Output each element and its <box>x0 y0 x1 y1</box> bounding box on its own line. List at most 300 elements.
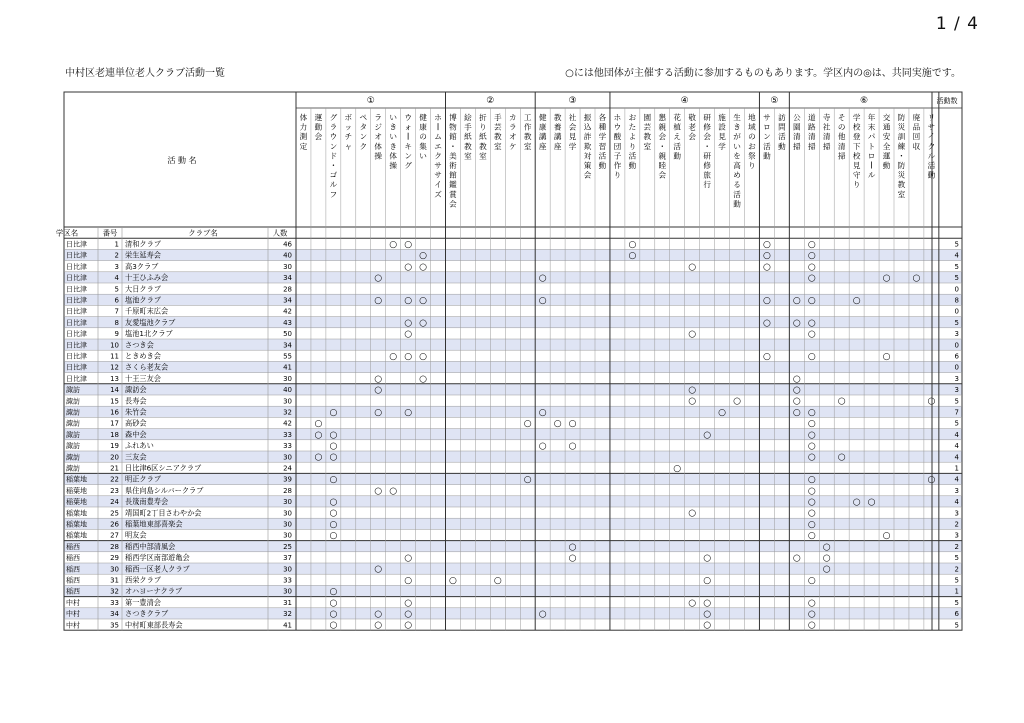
table-row <box>66 419 959 429</box>
activity-header <box>374 113 382 160</box>
members-cell: 30 <box>283 509 292 518</box>
svg-text:手: 手 <box>464 122 472 132</box>
activity-mark: ○ <box>404 239 413 250</box>
club-cell: オハヨーナクラブ <box>125 586 183 596</box>
svg-text:活: 活 <box>927 161 936 170</box>
club-cell: 明友会 <box>125 530 147 540</box>
svg-text:・: ・ <box>449 141 457 151</box>
svg-text:き: き <box>733 122 741 132</box>
svg-text:回: 回 <box>912 132 921 142</box>
members-cell: 43 <box>283 318 292 327</box>
club-cell: ときめき会 <box>125 351 161 361</box>
svg-text:学: 学 <box>568 141 577 151</box>
activity-mark: ○ <box>762 262 771 273</box>
svg-text:詐: 詐 <box>583 132 592 142</box>
activity-mark: ○ <box>807 486 816 497</box>
activity-mark: ○ <box>688 262 697 273</box>
total-cell: 5 <box>954 318 959 327</box>
svg-text:研: 研 <box>703 113 711 122</box>
activity-header <box>479 112 487 160</box>
club-cell: 稲西中部清風会 <box>125 541 176 551</box>
club-cell: 長筬南豊寿会 <box>125 497 169 507</box>
activity-mark: ○ <box>762 251 771 262</box>
svg-text:イ: イ <box>434 180 442 190</box>
svg-text:室: 室 <box>494 141 502 151</box>
table-row <box>66 240 959 250</box>
total-cell: 5 <box>954 598 959 607</box>
svg-text:チ: チ <box>344 132 353 142</box>
svg-text:る: る <box>733 180 741 190</box>
svg-text:ペ: ペ <box>359 113 368 122</box>
svg-text:清: 清 <box>807 132 816 142</box>
svg-text:の: の <box>748 132 756 142</box>
district-cell: 日比津 <box>66 262 87 271</box>
activity-mark: ○ <box>807 407 816 418</box>
group-label: ③ <box>568 96 577 106</box>
svg-text:オ: オ <box>374 132 383 142</box>
svg-text:災: 災 <box>897 122 906 132</box>
svg-text:き: き <box>389 141 397 151</box>
district-cell: 稲葉地 <box>66 509 87 518</box>
svg-text:講: 講 <box>553 132 562 142</box>
svg-text:ン: ン <box>329 141 338 151</box>
svg-text:交: 交 <box>882 113 891 122</box>
svg-text:イ: イ <box>927 132 936 142</box>
district-cell: 日比津 <box>66 363 87 372</box>
club-cell: 諏訪会 <box>125 385 147 395</box>
activity-mark: ○ <box>404 318 413 329</box>
svg-text:ン: ン <box>404 151 412 161</box>
members-cell: 28 <box>283 285 292 294</box>
activity-header <box>584 112 592 180</box>
activity-header <box>823 112 831 151</box>
svg-text:登: 登 <box>852 132 861 142</box>
svg-text:ル: ル <box>329 180 338 190</box>
total-cell: 3 <box>954 531 959 540</box>
svg-text:花: 花 <box>673 113 682 122</box>
svg-text:教: 教 <box>523 132 532 142</box>
activity-header <box>703 113 711 189</box>
activity-mark: ○ <box>404 295 413 306</box>
activity-header <box>449 112 457 208</box>
svg-text:ロ: ロ <box>867 151 876 161</box>
activity-mark: ○ <box>822 542 831 553</box>
svg-text:康: 康 <box>538 122 547 132</box>
svg-text:修: 修 <box>703 122 711 132</box>
members-cell: 30 <box>283 374 292 383</box>
table-row <box>66 553 959 563</box>
col-club-header: クラブ名 <box>188 228 218 238</box>
row-shade <box>64 585 962 596</box>
activity-header <box>778 112 786 151</box>
members-cell: 34 <box>283 296 292 305</box>
svg-text:道: 道 <box>807 113 816 122</box>
club-cell: 栄生延寿会 <box>125 250 161 260</box>
no-cell: 24 <box>110 498 119 507</box>
svg-text:館: 館 <box>449 132 457 142</box>
table-row <box>66 598 959 608</box>
district-cell: 稲葉地 <box>66 486 87 495</box>
row-shade <box>64 317 962 328</box>
activity-mark: ○ <box>404 598 413 609</box>
activity-mark: ○ <box>374 407 383 418</box>
activity-header <box>539 112 547 151</box>
no-cell: 29 <box>110 554 119 563</box>
activity-mark: ○ <box>807 452 816 463</box>
row-shade <box>64 384 962 395</box>
members-cell: 30 <box>283 453 292 462</box>
club-cell: 十王ひふみ会 <box>125 273 169 283</box>
activity-mark: ○ <box>404 262 413 273</box>
svg-text:グ: グ <box>329 113 338 122</box>
activity-mark: ○ <box>523 419 532 430</box>
svg-text:操: 操 <box>389 161 397 170</box>
group-label: ② <box>486 96 495 106</box>
svg-text:集: 集 <box>419 141 427 151</box>
svg-text:親: 親 <box>658 151 667 161</box>
total-cell: 5 <box>954 419 959 428</box>
svg-text:動: 動 <box>673 151 682 161</box>
club-cell: 稲西学区南部遊亀会 <box>125 553 190 563</box>
activity-mark: ○ <box>389 239 398 250</box>
row-shade <box>64 249 962 260</box>
district-cell: 稲葉地 <box>66 475 87 484</box>
svg-text:ン: ン <box>763 132 771 142</box>
row-shade <box>64 473 962 484</box>
svg-text:ャ: ャ <box>344 141 353 151</box>
svg-text:お: お <box>628 113 637 122</box>
row-shade <box>64 294 962 305</box>
svg-text:り: り <box>748 161 756 170</box>
svg-text:各: 各 <box>598 113 607 122</box>
activity-mark: ○ <box>374 609 383 620</box>
no-cell: 27 <box>110 531 119 540</box>
total-cell: 2 <box>954 520 959 529</box>
activity-mark: ○ <box>822 553 831 564</box>
total-cell: 5 <box>954 397 959 406</box>
activity-mark: ○ <box>807 239 816 250</box>
district-cell: 諏訪 <box>66 442 80 451</box>
activity-mark: ○ <box>807 531 816 542</box>
activity-mark: ○ <box>703 620 712 631</box>
activity-mark: ○ <box>762 318 771 329</box>
club-cell: 三友会 <box>125 452 147 462</box>
page-number: 1 / 4 <box>935 14 979 34</box>
svg-text:講: 講 <box>538 132 547 142</box>
activity-mark: ○ <box>419 262 428 273</box>
activity-mark: ○ <box>807 262 816 273</box>
district-cell: 日比津 <box>66 352 87 361</box>
svg-text:敬: 敬 <box>688 113 696 122</box>
district-cell: 稲西 <box>66 565 80 574</box>
total-cell: 6 <box>954 352 959 361</box>
activity-mark: ○ <box>314 419 323 430</box>
activity-header <box>838 113 846 160</box>
svg-text:下: 下 <box>852 141 861 151</box>
total-cell: 0 <box>954 307 959 316</box>
svg-text:サ: サ <box>434 161 442 170</box>
activity-mark: ○ <box>927 475 936 486</box>
svg-text:術: 術 <box>449 161 457 170</box>
total-header: 活動数 <box>936 97 958 105</box>
members-cell: 42 <box>283 307 292 316</box>
activity-mark: ○ <box>792 295 801 306</box>
activity-mark: ○ <box>882 531 891 542</box>
svg-text:見: 見 <box>568 132 577 142</box>
total-cell: 0 <box>954 341 959 350</box>
activity-mark: ○ <box>389 351 398 362</box>
svg-text:芸: 芸 <box>494 122 502 132</box>
members-cell: 30 <box>283 498 292 507</box>
svg-text:グ: グ <box>404 161 412 170</box>
svg-text:守: 守 <box>852 170 861 180</box>
activity-mark: ○ <box>329 508 338 519</box>
activity-mark: ○ <box>329 441 338 452</box>
total-cell: 5 <box>954 554 959 563</box>
svg-text:た: た <box>628 122 637 132</box>
svg-text:絵: 絵 <box>464 113 472 122</box>
svg-text:折: 折 <box>479 113 487 122</box>
activity-header <box>315 113 323 141</box>
svg-text:研: 研 <box>703 151 711 161</box>
activity-header <box>614 113 622 180</box>
svg-text:収: 収 <box>912 141 921 151</box>
club-cell: 中村町東部長寿会 <box>125 620 183 630</box>
members-cell: 30 <box>283 262 292 271</box>
activity-mark: ○ <box>628 251 637 262</box>
svg-text:・: ・ <box>897 151 906 161</box>
svg-text:芸: 芸 <box>643 122 652 132</box>
svg-text:子: 子 <box>613 151 622 161</box>
activity-mark: ○ <box>807 575 816 586</box>
activity-mark: ○ <box>329 497 338 508</box>
svg-text:品: 品 <box>912 122 921 132</box>
district-cell: 日比津 <box>66 240 87 249</box>
svg-text:策: 策 <box>583 161 592 170</box>
no-cell: 32 <box>110 587 119 596</box>
activity-mark: ○ <box>419 295 428 306</box>
club-cell: さくら老友会 <box>125 362 169 372</box>
district-cell: 日比津 <box>66 374 87 383</box>
svg-text:園: 園 <box>793 122 801 132</box>
svg-text:練: 練 <box>897 141 906 151</box>
svg-text:会: 会 <box>658 132 667 142</box>
no-cell: 28 <box>110 542 119 551</box>
no-cell: 10 <box>110 341 119 350</box>
svg-text:体: 体 <box>389 151 397 161</box>
svg-text:活: 活 <box>763 141 771 151</box>
activity-mark: ○ <box>852 295 861 306</box>
activity-mark: ○ <box>703 575 712 586</box>
svg-text:公: 公 <box>793 113 801 122</box>
svg-text:校: 校 <box>852 122 861 132</box>
table-row <box>66 284 959 293</box>
svg-text:掃: 掃 <box>822 141 831 151</box>
no-cell: 1 <box>114 240 119 249</box>
svg-text:社: 社 <box>568 113 577 122</box>
members-cell: 30 <box>283 531 292 540</box>
svg-text:教: 教 <box>643 132 652 142</box>
activity-mark: ○ <box>538 273 547 284</box>
svg-text:動: 動 <box>628 161 637 170</box>
no-cell: 21 <box>110 464 119 473</box>
svg-text:リ: リ <box>927 113 936 122</box>
svg-text:ホ: ホ <box>434 113 442 122</box>
total-cell: 5 <box>954 274 959 283</box>
svg-text:館: 館 <box>449 170 457 180</box>
svg-text:い: い <box>389 132 397 142</box>
activity-header <box>389 113 397 170</box>
svg-text:活: 活 <box>628 151 637 161</box>
members-cell: 30 <box>283 397 292 406</box>
activity-mark: ○ <box>807 318 816 329</box>
svg-text:会: 会 <box>583 170 592 180</box>
activity-mark: ○ <box>762 295 771 306</box>
activity-header <box>718 112 726 151</box>
svg-text:ジ: ジ <box>374 122 383 132</box>
svg-text:オ: オ <box>508 132 517 142</box>
members-cell: 33 <box>283 442 292 451</box>
svg-text:り: り <box>613 170 622 180</box>
activity-mark: ○ <box>538 609 547 620</box>
club-cell: 清和クラブ <box>125 239 161 249</box>
svg-text:え: え <box>673 132 682 142</box>
activity-mark: ○ <box>553 419 562 430</box>
activity-mark: ○ <box>703 609 712 620</box>
svg-text:体: 体 <box>374 141 383 151</box>
activity-mark: ○ <box>404 620 413 631</box>
activity-mark: ○ <box>404 351 413 362</box>
activity-mark: ○ <box>837 452 846 463</box>
svg-text:鑑: 鑑 <box>449 180 457 190</box>
activity-mark: ○ <box>374 385 383 396</box>
svg-text:運: 運 <box>314 113 323 122</box>
total-cell: 0 <box>954 363 959 372</box>
svg-text:ン: ン <box>359 132 368 142</box>
row-shade <box>64 608 962 619</box>
row-shade <box>64 272 962 283</box>
no-cell: 9 <box>114 330 119 339</box>
district-cell: 稲葉地 <box>66 531 87 540</box>
svg-text:い: い <box>733 141 741 151</box>
total-cell: 3 <box>954 509 959 518</box>
total-cell: 3 <box>954 330 959 339</box>
table-row <box>66 441 960 451</box>
club-cell: さつきクラブ <box>125 609 169 619</box>
total-cell: 5 <box>954 262 959 271</box>
district-cell: 日比津 <box>66 318 87 327</box>
svg-text:作: 作 <box>523 122 532 132</box>
activity-header <box>883 112 891 170</box>
activity-mark: ○ <box>374 295 383 306</box>
activity-mark: ○ <box>314 430 323 441</box>
club-cell: ふれあい <box>125 441 154 451</box>
club-cell: 県住向島シルバークラブ <box>125 485 204 495</box>
svg-text:寺: 寺 <box>822 113 831 122</box>
table-row <box>66 531 959 541</box>
row-shade <box>64 429 962 440</box>
district-cell: 日比津 <box>66 285 87 294</box>
svg-text:り: り <box>479 122 487 132</box>
svg-text:博: 博 <box>449 113 457 122</box>
club-cell: 森中会 <box>125 429 147 439</box>
members-cell: 50 <box>283 330 292 339</box>
svg-text:会: 会 <box>688 132 696 142</box>
no-cell: 15 <box>110 397 119 406</box>
activity-header <box>793 113 801 151</box>
group-label: ④ <box>680 96 689 106</box>
row-shade <box>64 496 962 507</box>
svg-text:室: 室 <box>897 189 906 199</box>
activity-header <box>808 112 816 151</box>
district-cell: 諏訪 <box>66 419 80 428</box>
svg-text:の: の <box>419 132 427 142</box>
activity-header <box>763 113 771 160</box>
svg-text:掃: 掃 <box>807 141 816 151</box>
members-cell: 40 <box>283 251 292 260</box>
district-cell: 稲西 <box>66 542 80 551</box>
svg-text:他: 他 <box>837 132 846 142</box>
svg-text:康: 康 <box>419 122 427 132</box>
no-cell: 31 <box>110 576 119 585</box>
district-cell: 日比津 <box>66 251 87 260</box>
svg-text:見: 見 <box>852 161 861 170</box>
svg-text:ラ: ラ <box>329 122 338 132</box>
district-cell: 諏訪 <box>66 430 80 439</box>
svg-text:施: 施 <box>718 113 726 122</box>
svg-text:訓: 訓 <box>897 132 906 142</box>
activity-header <box>853 112 861 189</box>
activity-mark: ○ <box>807 419 816 430</box>
district-cell: 稲西 <box>66 587 80 596</box>
activity-mark: ○ <box>538 407 547 418</box>
members-cell: 30 <box>283 565 292 574</box>
no-cell: 13 <box>110 374 119 383</box>
no-cell: 16 <box>110 408 119 417</box>
row-shade <box>64 406 962 417</box>
activity-mark: ○ <box>374 273 383 284</box>
table-row <box>66 464 959 474</box>
activity-mark: ○ <box>329 452 338 463</box>
total-cell: 4 <box>954 430 959 439</box>
no-cell: 7 <box>114 307 119 316</box>
activity-mark: ○ <box>419 351 428 362</box>
district-cell: 稲西 <box>66 576 80 585</box>
total-cell: 3 <box>954 486 959 495</box>
svg-text:い: い <box>389 113 397 122</box>
district-cell: 中村 <box>66 610 80 619</box>
svg-text:会: 会 <box>658 170 667 180</box>
no-cell: 8 <box>114 318 119 327</box>
no-cell: 19 <box>110 442 119 451</box>
svg-text:旅: 旅 <box>703 170 711 180</box>
activity-mark: ○ <box>329 475 338 486</box>
total-cell: 5 <box>954 240 959 249</box>
svg-text:ゴ: ゴ <box>329 170 338 180</box>
svg-text:ル: ル <box>867 170 876 180</box>
activity-mark: ○ <box>404 553 413 564</box>
table-row <box>66 307 959 316</box>
svg-text:を: を <box>733 151 741 161</box>
club-cell: 高3クラブ <box>125 261 159 271</box>
svg-text:い: い <box>419 151 427 161</box>
svg-text:養: 養 <box>553 122 562 132</box>
svg-text:室: 室 <box>523 141 532 151</box>
table-row <box>66 329 959 339</box>
activity-mark: ○ <box>792 385 801 396</box>
club-cell: 高砂会 <box>125 418 147 428</box>
members-cell: 30 <box>283 587 292 596</box>
